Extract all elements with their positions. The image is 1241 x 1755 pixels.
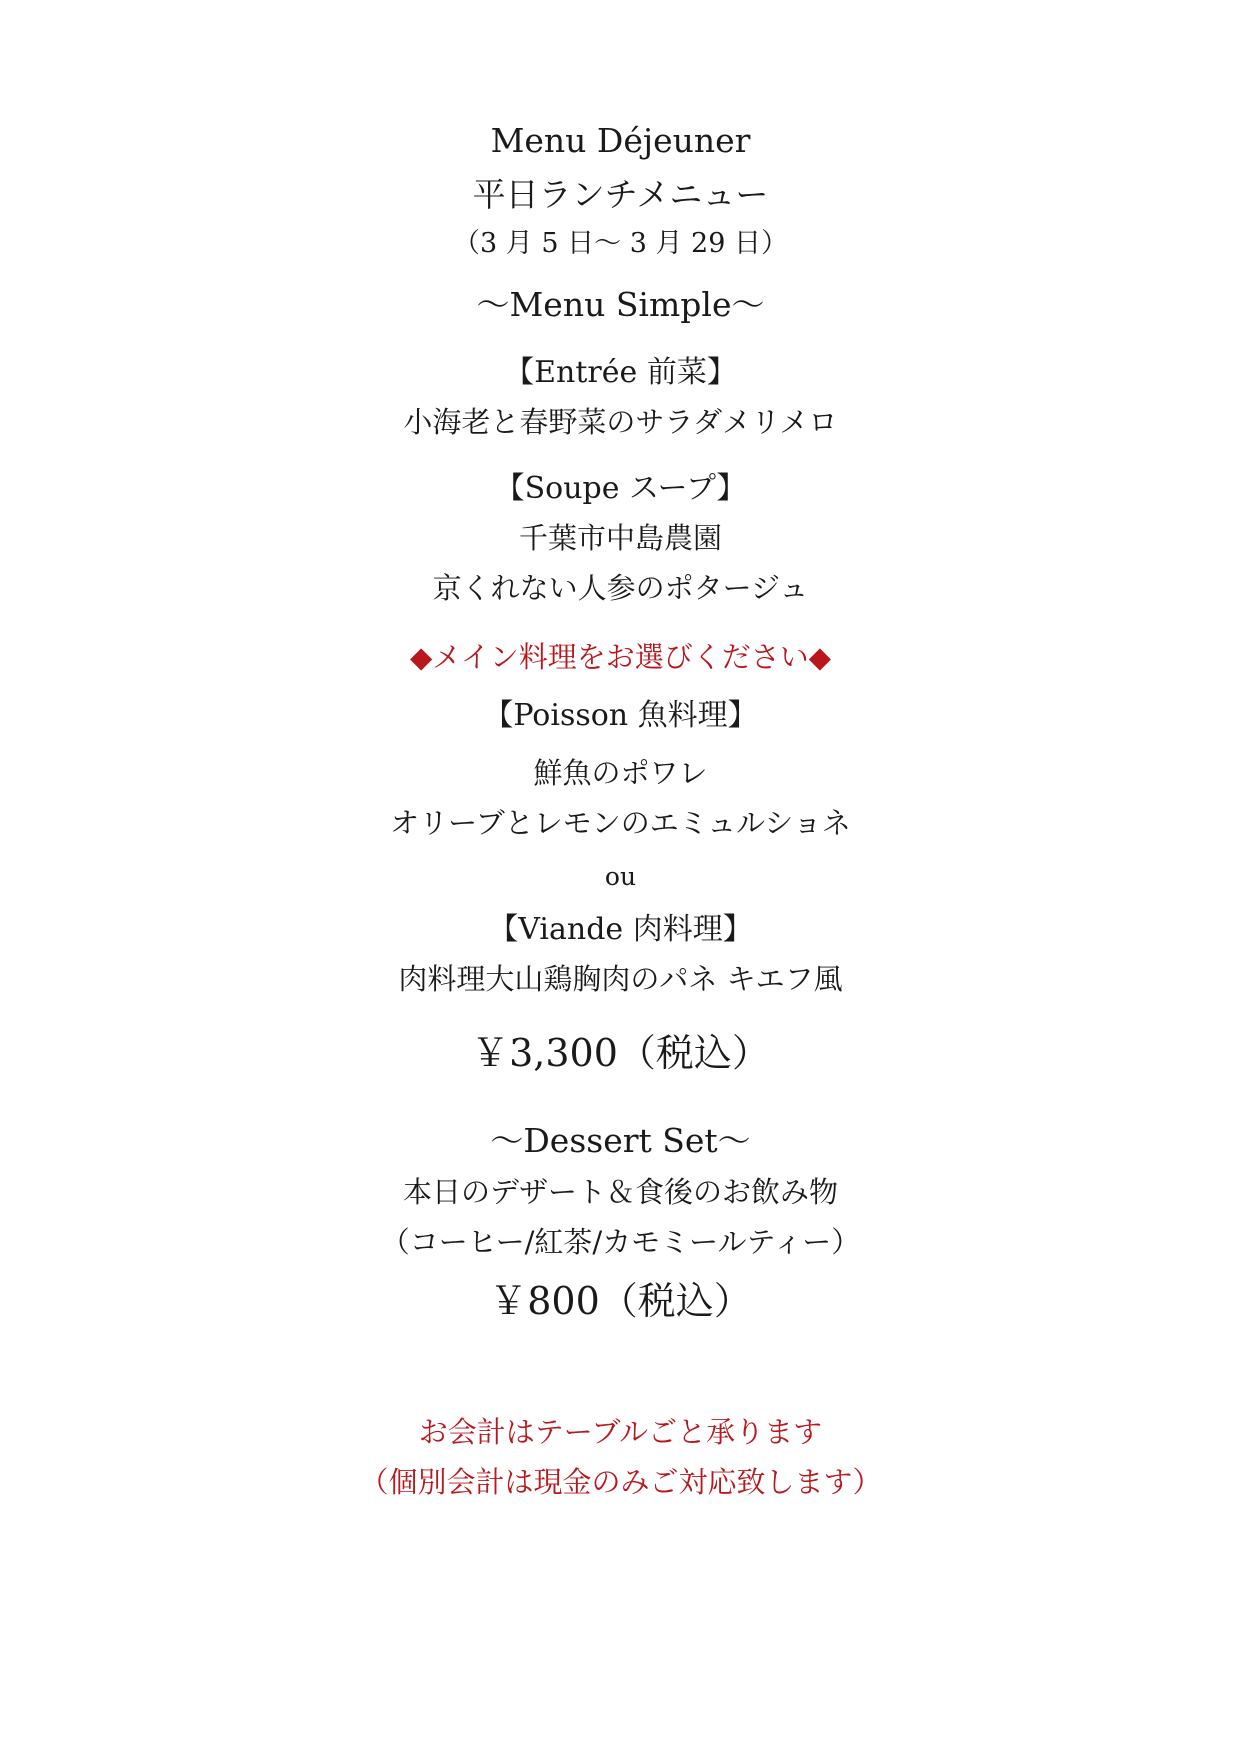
dessert-heading: 〜Dessert Set〜 [490, 1121, 751, 1160]
poisson-heading: 【Poisson 魚料理】 [483, 698, 758, 733]
or-label: ou [604, 862, 637, 891]
entree-heading: 【Entrée 前菜】 [504, 355, 737, 390]
viande-dish: 肉料理大山鶏胸肉のパネ キエフ風 [398, 962, 843, 996]
menu-title-fr: Menu Déjeuner [490, 121, 751, 160]
viande-heading: 【Viande 肉料理】 [488, 912, 753, 947]
soupe-heading: 【Soupe スープ】 [494, 471, 747, 506]
soupe-dish-line1: 千葉市中島農園 [518, 521, 722, 555]
footer-note-line1: お会計はテーブルごと承ります [418, 1415, 823, 1449]
course-price: ￥3,300（税込） [471, 1031, 770, 1075]
course-name: 〜Menu Simple〜 [476, 285, 765, 324]
soupe-dish-line2: 京くれない人参のポタージュ [432, 571, 809, 605]
main-course-notice: ◆メイン料理をお選びください◆ [409, 640, 832, 674]
entree-dish: 小海老と春野菜のサラダメリメロ [403, 405, 838, 439]
dessert-price: ￥800（税込） [489, 1279, 752, 1323]
poisson-dish-line2: オリーブとレモンのエミュルショネ [390, 806, 851, 840]
footer-note-line2: （個別会計は現金のみご対応致します） [359, 1465, 882, 1499]
dessert-line1: 本日のデザート＆食後のお飲み物 [402, 1175, 838, 1209]
dessert-line2: （コーヒー/紅茶/カモミールティー） [380, 1225, 861, 1259]
menu-period: （3 月 5 日〜 3 月 29 日） [453, 228, 788, 259]
menu-title-jp: 平日ランチメニュー [472, 175, 769, 214]
poisson-dish-line1: 鮮魚のポワレ [533, 756, 708, 790]
